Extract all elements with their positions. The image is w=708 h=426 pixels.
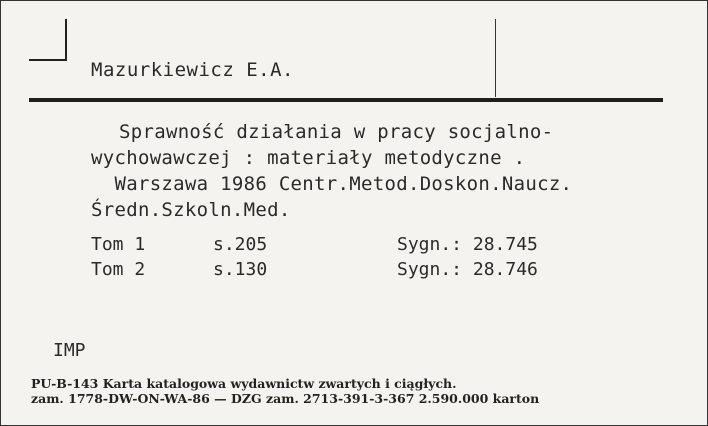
volume-1-pages: s.205	[213, 234, 268, 255]
volume-2-signature: Sygn.: 28.746	[397, 259, 538, 280]
stamp-mark: IMP	[53, 340, 86, 361]
volume-2-pages: s.130	[213, 259, 268, 280]
imprint-line-2: Średn.Szkoln.Med.	[91, 199, 291, 221]
column-divider	[495, 19, 496, 97]
corner-mark-horizontal	[29, 59, 67, 61]
author-heading: Mazurkiewicz E.A.	[91, 59, 294, 81]
footer-print-line-1: PU-B-143 Karta katalogowa wydawnictw zwartych i ciągłych.	[31, 376, 457, 391]
title-line-2: wychowawczej : materiały metodyczne .	[91, 147, 526, 169]
footer-print-line-2: zam. 1778-DW-ON-WA-86 — DZG zam. 2713-391-3-367 2.590.000 karton	[31, 391, 540, 406]
volume-2-label: Tom 2	[91, 259, 146, 280]
title-line-1: Sprawność działania w pracy socjalno-	[119, 121, 554, 143]
volume-1-label: Tom 1	[91, 234, 146, 255]
volume-1-signature: Sygn.: 28.745	[397, 234, 538, 255]
imprint-line-1: Warszawa 1986 Centr.Metod.Doskon.Naucz.	[91, 173, 573, 195]
header-rule	[29, 98, 663, 102]
corner-mark-vertical	[65, 19, 67, 61]
